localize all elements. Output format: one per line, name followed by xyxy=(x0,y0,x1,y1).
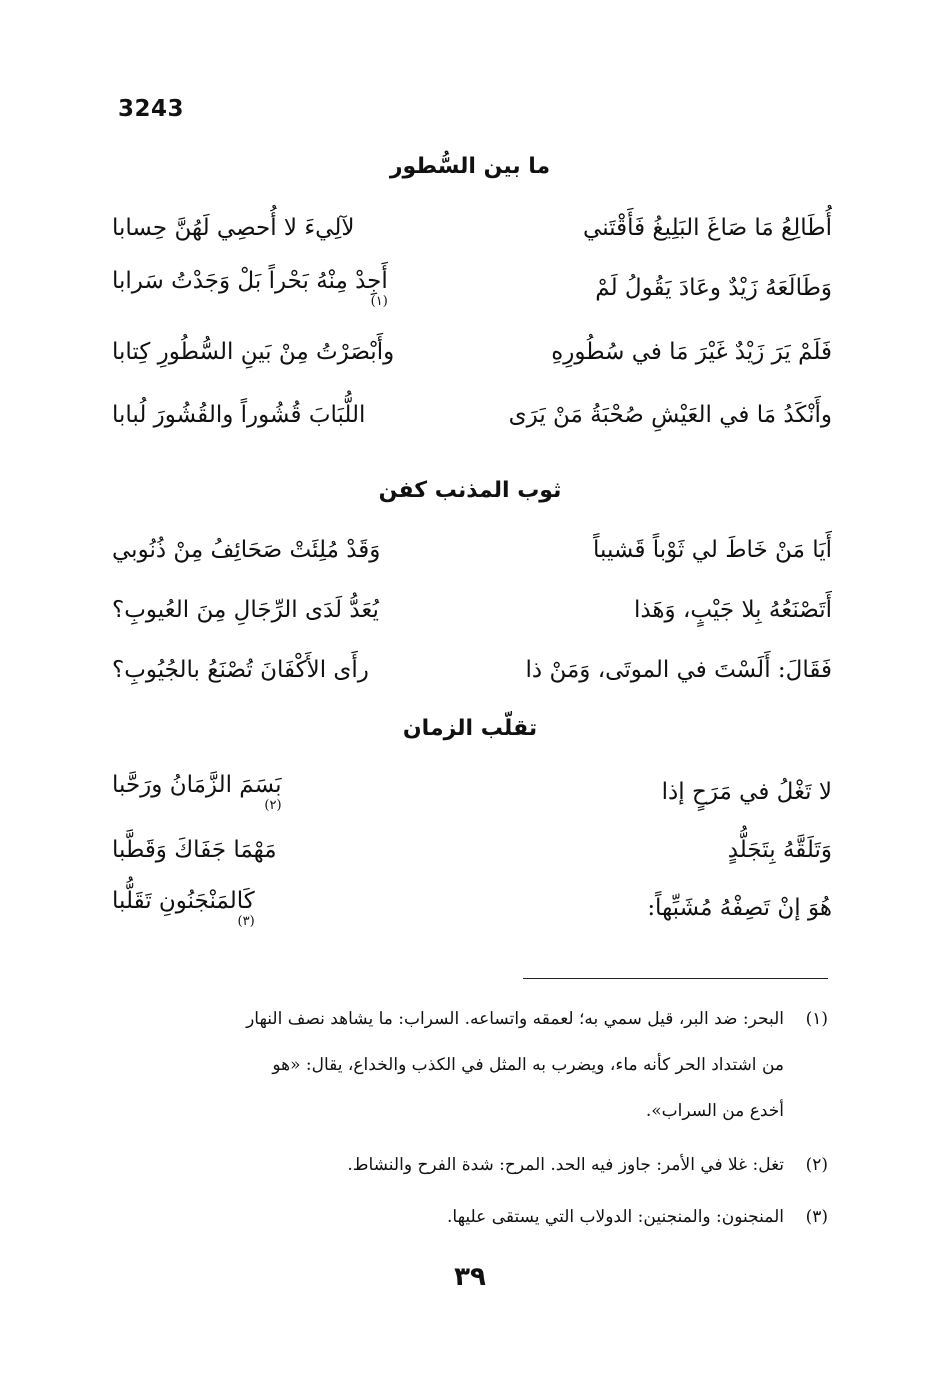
verse xyxy=(112,206,832,250)
footnote-number: (٣) xyxy=(805,1207,828,1227)
verse-second-hemistich: وَقَدْ مُلِئَتْ صَحَائِفُ مِنْ ذُنُوبي xyxy=(112,537,381,563)
verse-first-hemistich: فَلَمْ يَرَ زَيْدٌ غَيْرَ مَا في سُطُورِهِ xyxy=(551,339,832,365)
footnote-text: تغل: غلا في الأمر: جاوز فيه الحد. المرح: شدة الفرح والنشاط. xyxy=(347,1155,784,1175)
verse-first-hemistich: فَقَالَ: أَلَسْتَ في الموتَى، وَمَنْ ذا xyxy=(525,657,832,683)
footnote xyxy=(108,996,828,1134)
poem-title: ثوب المذنب كفن xyxy=(378,478,562,503)
verse xyxy=(112,330,832,374)
verse-first-hemistich: وَطَالَعَهُ زَيْدٌ وعَادَ يَقُولُ لَمْ xyxy=(595,275,832,301)
verse xyxy=(112,770,832,814)
verse xyxy=(112,266,832,310)
verse-second-hemistich: لآلِيءَ لا أُحصِي لَهُنَّ حِسابا xyxy=(112,215,355,241)
verse-second-hemistich: يُعَدُّ لَدَى الرِّجَالِ مِنَ العُيوبِ؟ xyxy=(112,597,379,623)
footnote xyxy=(108,1194,828,1240)
footnote-ref: (٢) xyxy=(264,797,282,813)
verse-second-hemistich: أَجِدْ مِنْهُ بَحْراً بَلْ وَجَدْتُ سَرابا (١) xyxy=(112,267,388,309)
verse xyxy=(112,648,832,692)
verse-first-hemistich: هُوَ إنْ تَصِفْهُ مُشَبِّهاً: xyxy=(647,895,832,921)
verse xyxy=(112,393,832,437)
verse-first-hemistich: أُطَالِعُ مَا صَاغَ البَلِيغُ فَأَقْتَني xyxy=(583,215,832,241)
verse-second-hemistich: اللُّبَابَ قُشُوراً والقُشُورَ لُبابا xyxy=(112,402,366,428)
verse xyxy=(112,528,832,572)
footnote-text: المنجنون: والمنجنين: الدولاب التي يستقى عليها. xyxy=(446,1207,784,1227)
footnote-text: البحر: ضد البر، قيل سمي به؛ لعمقه واتساعه. السراب: ما يشاهد نصف النهار xyxy=(246,1009,784,1029)
footnote-text: أخدع من السراب». xyxy=(645,1101,784,1121)
verse-first-hemistich: وَتَلَقَّهُ بِتَجَلُّدٍ xyxy=(727,837,832,863)
footnote-number: (١) xyxy=(805,1009,828,1029)
verse-second-hemistich: رأَى الأَكْفَانَ تُصْنَعُ بالجُيُوبِ؟ xyxy=(112,657,369,683)
verse-first-hemistich: لا تَغْلُ في مَرَحٍ إذا xyxy=(661,779,832,805)
footnote-text: من اشتداد الحر كأنه ماء، ويضرب به المثل في الكذب والخداع، يقال: «هو xyxy=(272,1055,784,1075)
verse xyxy=(112,886,832,930)
verse-second-hemistich: كَالمَنْجَنُونِ تَقَلُّبا (٣) xyxy=(112,887,255,929)
verse-second-hemistich: مَهْمَا جَفَاكَ وَقَطَّبا xyxy=(112,837,277,863)
page-id: 3243 xyxy=(118,96,185,122)
verse xyxy=(112,588,832,632)
footnote xyxy=(108,1142,828,1188)
footnote-ref: (٣) xyxy=(237,913,255,929)
page-number: ٣٩ xyxy=(454,1262,486,1292)
footnote-number: (٢) xyxy=(805,1155,828,1175)
poem-title: ما بين السُّطور xyxy=(389,154,551,179)
footnote-divider xyxy=(523,978,828,979)
verse-first-hemistich: أَتَصْنَعُهُ بِلا جَيْبٍ، وَهَذا xyxy=(633,597,832,623)
footnote-ref: (١) xyxy=(370,293,388,309)
verse-second-hemistich: بَسَمَ الزَّمَانُ ورَحَّبا (٢) xyxy=(112,771,282,813)
poem-title: تقلّب الزمان xyxy=(402,716,538,741)
verse-first-hemistich: أَيَا مَنْ خَاطَ لي ثَوْباً قَشيباً xyxy=(593,537,832,563)
verse xyxy=(112,828,832,872)
verse-second-hemistich: وأَبْصَرْتُ مِنْ بَينِ السُّطُورِ كِتابا xyxy=(112,339,395,365)
verse-first-hemistich: وأَنْكَدُ مَا في العَيْشِ صُحْبَةُ مَنْ يَرَى xyxy=(508,402,832,428)
